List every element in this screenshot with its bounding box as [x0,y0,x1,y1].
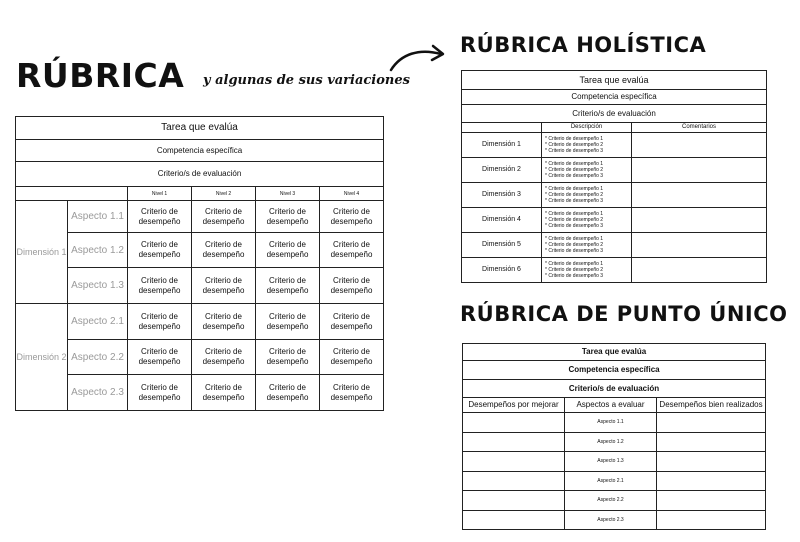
aspect-label: Aspecto 2.3 [565,510,657,530]
aspect-label: Aspecto 1.1 [565,413,657,433]
criterion-cell: Criterio de desempeño [128,340,192,375]
criterion-cell: Criterio de desempeño [320,340,384,375]
criterion-line: * Criterio de desempeño 2 [545,217,604,223]
criterion-cell: Criterio de desempeño [256,268,320,304]
criteria-cell: Criterio/s de evaluación [463,380,766,398]
criterion-cell: Criterio de desempeño [320,304,384,340]
criterion-line: * Criterio de desempeño 2 [545,242,604,248]
criteria-cell: Criterio/s de evaluación [16,162,384,187]
criterion-cell: Criterio de desempeño [320,201,384,233]
description-cell [542,183,632,208]
description-cell [542,258,632,283]
criterion-line: * Criterio de desempeño 1 [545,161,604,167]
table-row [462,133,767,158]
main-title: RÚBRICA [16,56,185,95]
aspect-label: Aspecto 1.2 [565,432,657,452]
aspect-label: Aspecto 1.1 [68,201,128,233]
criterion-cell: Criterio de desempeño [192,340,256,375]
table-row [462,158,767,183]
competence-cell: Competencia específica [463,361,766,380]
improve-cell [463,452,565,472]
description-cell [542,233,632,258]
description-cell [542,158,632,183]
improve-cell [463,413,565,433]
criterion-cell: Criterio de desempeño [256,233,320,268]
description-cell [542,208,632,233]
table-row [463,432,766,452]
comments-cell [632,208,767,233]
main-rubric-table [15,116,384,411]
aspect-label: Aspecto 2.3 [68,375,128,411]
table-row [462,258,767,283]
comments-cell [632,183,767,208]
criterion-cell: Criterio de desempeño [192,304,256,340]
table-row [462,208,767,233]
criterion-line: * Criterio de desempeño 3 [545,198,604,204]
criterion-cell: Criterio de desempeño [320,233,384,268]
criterion-line: * Criterio de desempeño 2 [545,167,604,173]
criterion-line: * Criterio de desempeño 3 [545,248,604,254]
table-row [462,183,767,208]
criterion-cell: Criterio de desempeño [128,304,192,340]
dimension-label: Dimensión 4 [462,208,542,233]
level-header: Nivel 2 [192,187,256,201]
comments-cell [632,158,767,183]
holistic-title: RÚBRICA HOLÍSTICA [460,33,707,57]
criterion-line: * Criterio de desempeño 2 [545,192,604,198]
done-cell [657,471,766,491]
aspect-label: Aspecto 1.3 [68,268,128,304]
subtitle: y algunas de sus variaciones [203,73,410,88]
single-point-rubric-table [462,343,766,530]
task-cell: Tarea que evalúa [462,71,767,90]
criterion-cell: Criterio de desempeño [256,201,320,233]
aspect-label: Aspecto 1.3 [565,452,657,472]
criterion-cell: Criterio de desempeño [192,201,256,233]
table-row [462,233,767,258]
table-row [463,510,766,530]
criterion-cell: Criterio de desempeño [192,233,256,268]
aspect-label: Aspecto 1.2 [68,233,128,268]
dimension-label: Dimensión 2 [16,304,68,411]
aspect-label: Aspecto 2.2 [68,340,128,375]
criterion-line: * Criterio de desempeño 1 [545,186,604,192]
aspect-label: Aspecto 2.1 [565,471,657,491]
improve-cell [463,432,565,452]
criterion-cell: Criterio de desempeño [128,233,192,268]
criterion-cell: Criterio de desempeño [128,201,192,233]
done-cell [657,413,766,433]
dimension-label: Dimensión 3 [462,183,542,208]
single-point-title: RÚBRICA DE PUNTO ÚNICO [460,302,788,326]
comments-cell [632,258,767,283]
level-header: Nivel 1 [128,187,192,201]
dimension-label: Dimensión 1 [462,133,542,158]
criterion-cell: Criterio de desempeño [256,375,320,411]
table-row [463,413,766,433]
criterion-cell: Criterio de desempeño [192,268,256,304]
task-cell: Tarea que evalúa [16,117,384,140]
comments-cell [632,133,767,158]
competence-cell: Competencia específica [16,140,384,162]
done-header: Desempeños bien realizados [657,398,766,413]
level-header: Nivel 4 [320,187,384,201]
criterion-cell: Criterio de desempeño [192,375,256,411]
holistic-rubric-table [461,70,767,283]
dimension-label: Dimensión 2 [462,158,542,183]
criterion-cell: Criterio de desempeño [256,340,320,375]
criterion-cell: Criterio de desempeño [320,268,384,304]
improve-cell [463,510,565,530]
criterion-cell: Criterio de desempeño [128,268,192,304]
criterion-line: * Criterio de desempeño 1 [545,236,604,242]
dimension-label: Dimensión 6 [462,258,542,283]
aspect-label: Aspecto 2.1 [68,304,128,340]
done-cell [657,432,766,452]
table-row [463,471,766,491]
comments-header: Comentarios [632,123,767,133]
dimension-label: Dimensión 5 [462,233,542,258]
criterion-line: * Criterio de desempeño 2 [545,142,604,148]
criterion-line: * Criterio de desempeño 3 [545,223,604,229]
criterion-line: * Criterio de desempeño 1 [545,211,604,217]
criterion-cell: Criterio de desempeño [256,304,320,340]
aspect-label: Aspecto 2.2 [565,491,657,511]
criterion-line: * Criterio de desempeño 3 [545,273,604,279]
comments-cell [632,233,767,258]
criterion-line: * Criterio de desempeño 2 [545,267,604,273]
description-cell [542,133,632,158]
competence-cell: Competencia específica [462,90,767,105]
corner-cell [462,123,542,133]
dimension-label: Dimensión 1 [16,201,68,304]
done-cell [657,491,766,511]
done-cell [657,510,766,530]
task-cell: Tarea que evalúa [463,344,766,361]
aspects-header: Aspectos a evaluar [565,398,657,413]
criteria-cell: Criterio/s de evaluación [462,105,767,123]
table-row [463,491,766,511]
criterion-line: * Criterio de desempeño 1 [545,136,604,142]
description-header: Descripción [542,123,632,133]
table-row [463,452,766,472]
improve-cell [463,471,565,491]
arrow-icon [387,40,449,74]
corner-cell [16,187,128,201]
improve-header: Desempeños por mejorar [463,398,565,413]
criterion-line: * Criterio de desempeño 3 [545,148,604,154]
improve-cell [463,491,565,511]
criterion-cell: Criterio de desempeño [320,375,384,411]
criterion-cell: Criterio de desempeño [128,375,192,411]
done-cell [657,452,766,472]
criterion-line: * Criterio de desempeño 3 [545,173,604,179]
level-header: Nivel 3 [256,187,320,201]
criterion-line: * Criterio de desempeño 1 [545,261,604,267]
